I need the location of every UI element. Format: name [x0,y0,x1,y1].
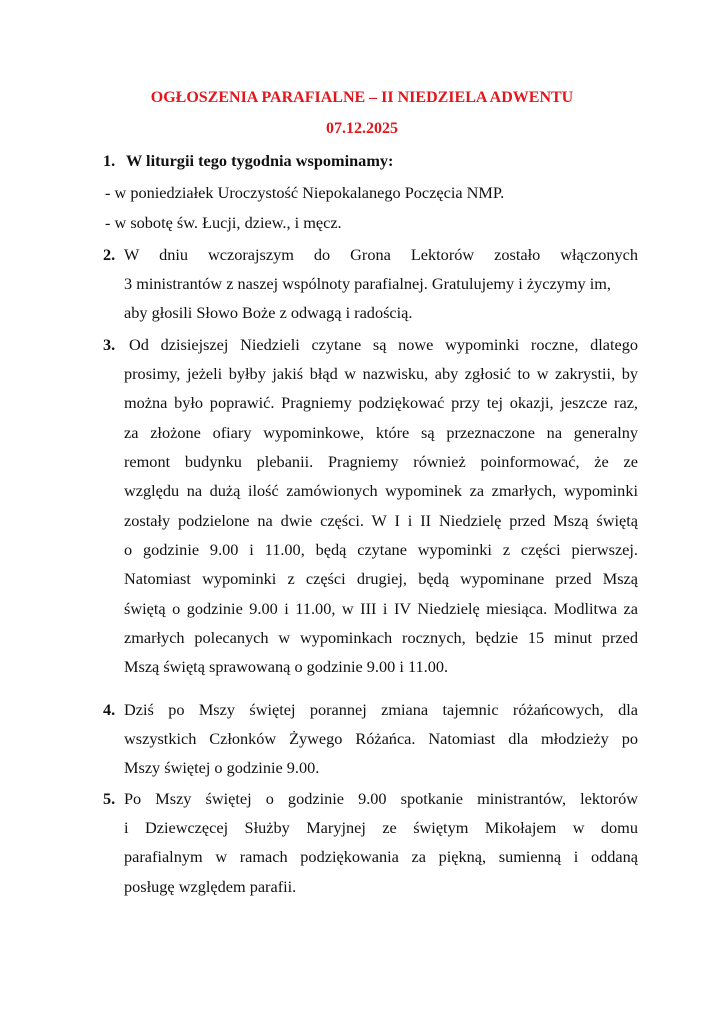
item-3-line: względu na dużą ilość zamówionych wypominek za zmarłych, wypominki [124,481,638,500]
item-3-line: za złożone ofiary wypominkowe, które są przeznaczone na generalny [124,423,638,442]
item-3-line: prosimy, jeżeli byłby jakiś błąd w nazwisku, aby zgłosić to w zakrystii, by [124,364,638,383]
item-3-line: o godzinie 9.00 i 11.00, będą czytane wypominki z części pierwszej. [124,540,638,559]
item-4-line: Dziś po Mszy świętej porannej zmiana tajemnic różańcowych, dla [124,700,638,719]
item-4-line: wszystkich Członków Żywego Różańca. Natomiast dla młodzieży po [124,729,638,748]
item-2-line: aby głosili Słowo Boże z odwagą i radością. [124,303,413,322]
item-1-number: 1. [103,151,116,170]
item-2-line: 3 ministrantów z naszej wspólnoty parafialnej. Gratulujemy i życzymy im, [124,274,611,293]
item-1-line: - w poniedziałek Uroczystość Niepokalanego Poczęcia NMP. [105,183,505,202]
item-3-line: można było poprawić. Pragniemy podziękować przy tej okazji, jeszcze raz, [124,393,638,412]
item-2-line: W dniu wczorajszym do Grona Lektorów zostało włączonych [124,245,638,264]
item-5-line: i Dziewczęcej Służby Maryjnej ze świętym Mikołajem w domu [124,818,638,837]
item-1-heading: W liturgii tego tygodnia wspominamy: [126,151,394,170]
item-3-line: remont budynku plebanii. Pragniemy również poinformować, że ze [124,452,638,471]
item-4-number: 4. [103,700,116,719]
item-3-line: zmarłych polecanych w wypominkach rocznych, będzie 15 minut przed [124,628,638,647]
item-1-line: - w sobotę św. Łucji, dziew., i męcz. [105,213,342,232]
item-2-number: 2. [103,245,116,264]
item-5-number: 5. [103,789,116,808]
item-3-line: Natomiast wypominki z części drugiej, będą wypominane przed Mszą [124,569,638,588]
page-title: OGŁOSZENIA PARAFIALNE – II NIEDZIELA ADWENTU [150,89,574,106]
item-3-number: 3. [103,335,116,354]
item-3-line: Mszą świętą sprawowaną o godzinie 9.00 i 11.00. [124,657,449,676]
item-5-line: parafialnym w ramach podziękowania za piękną, sumienną i oddaną [124,847,638,866]
item-3-line: Od dzisiejszej Niedzieli czytane są nowe wypominki roczne, dlatego [129,335,638,354]
page-date: 07.12.2025 [326,120,398,137]
item-5-line: Po Mszy świętej o godzinie 9.00 spotkanie ministrantów, lektorów [124,789,638,808]
item-3-line: zostały podzielone na dwie części. W I i II Niedzielę przed Mszą świętą [124,511,638,530]
item-3-line: świętą o godzinie 9.00 i 11.00, w III i IV Niedzielę miesiąca. Modlitwa za [124,599,638,618]
item-5-line: posługę względem parafii. [124,877,297,896]
item-4-line: Mszy świętej o godzinie 9.00. [124,758,320,777]
